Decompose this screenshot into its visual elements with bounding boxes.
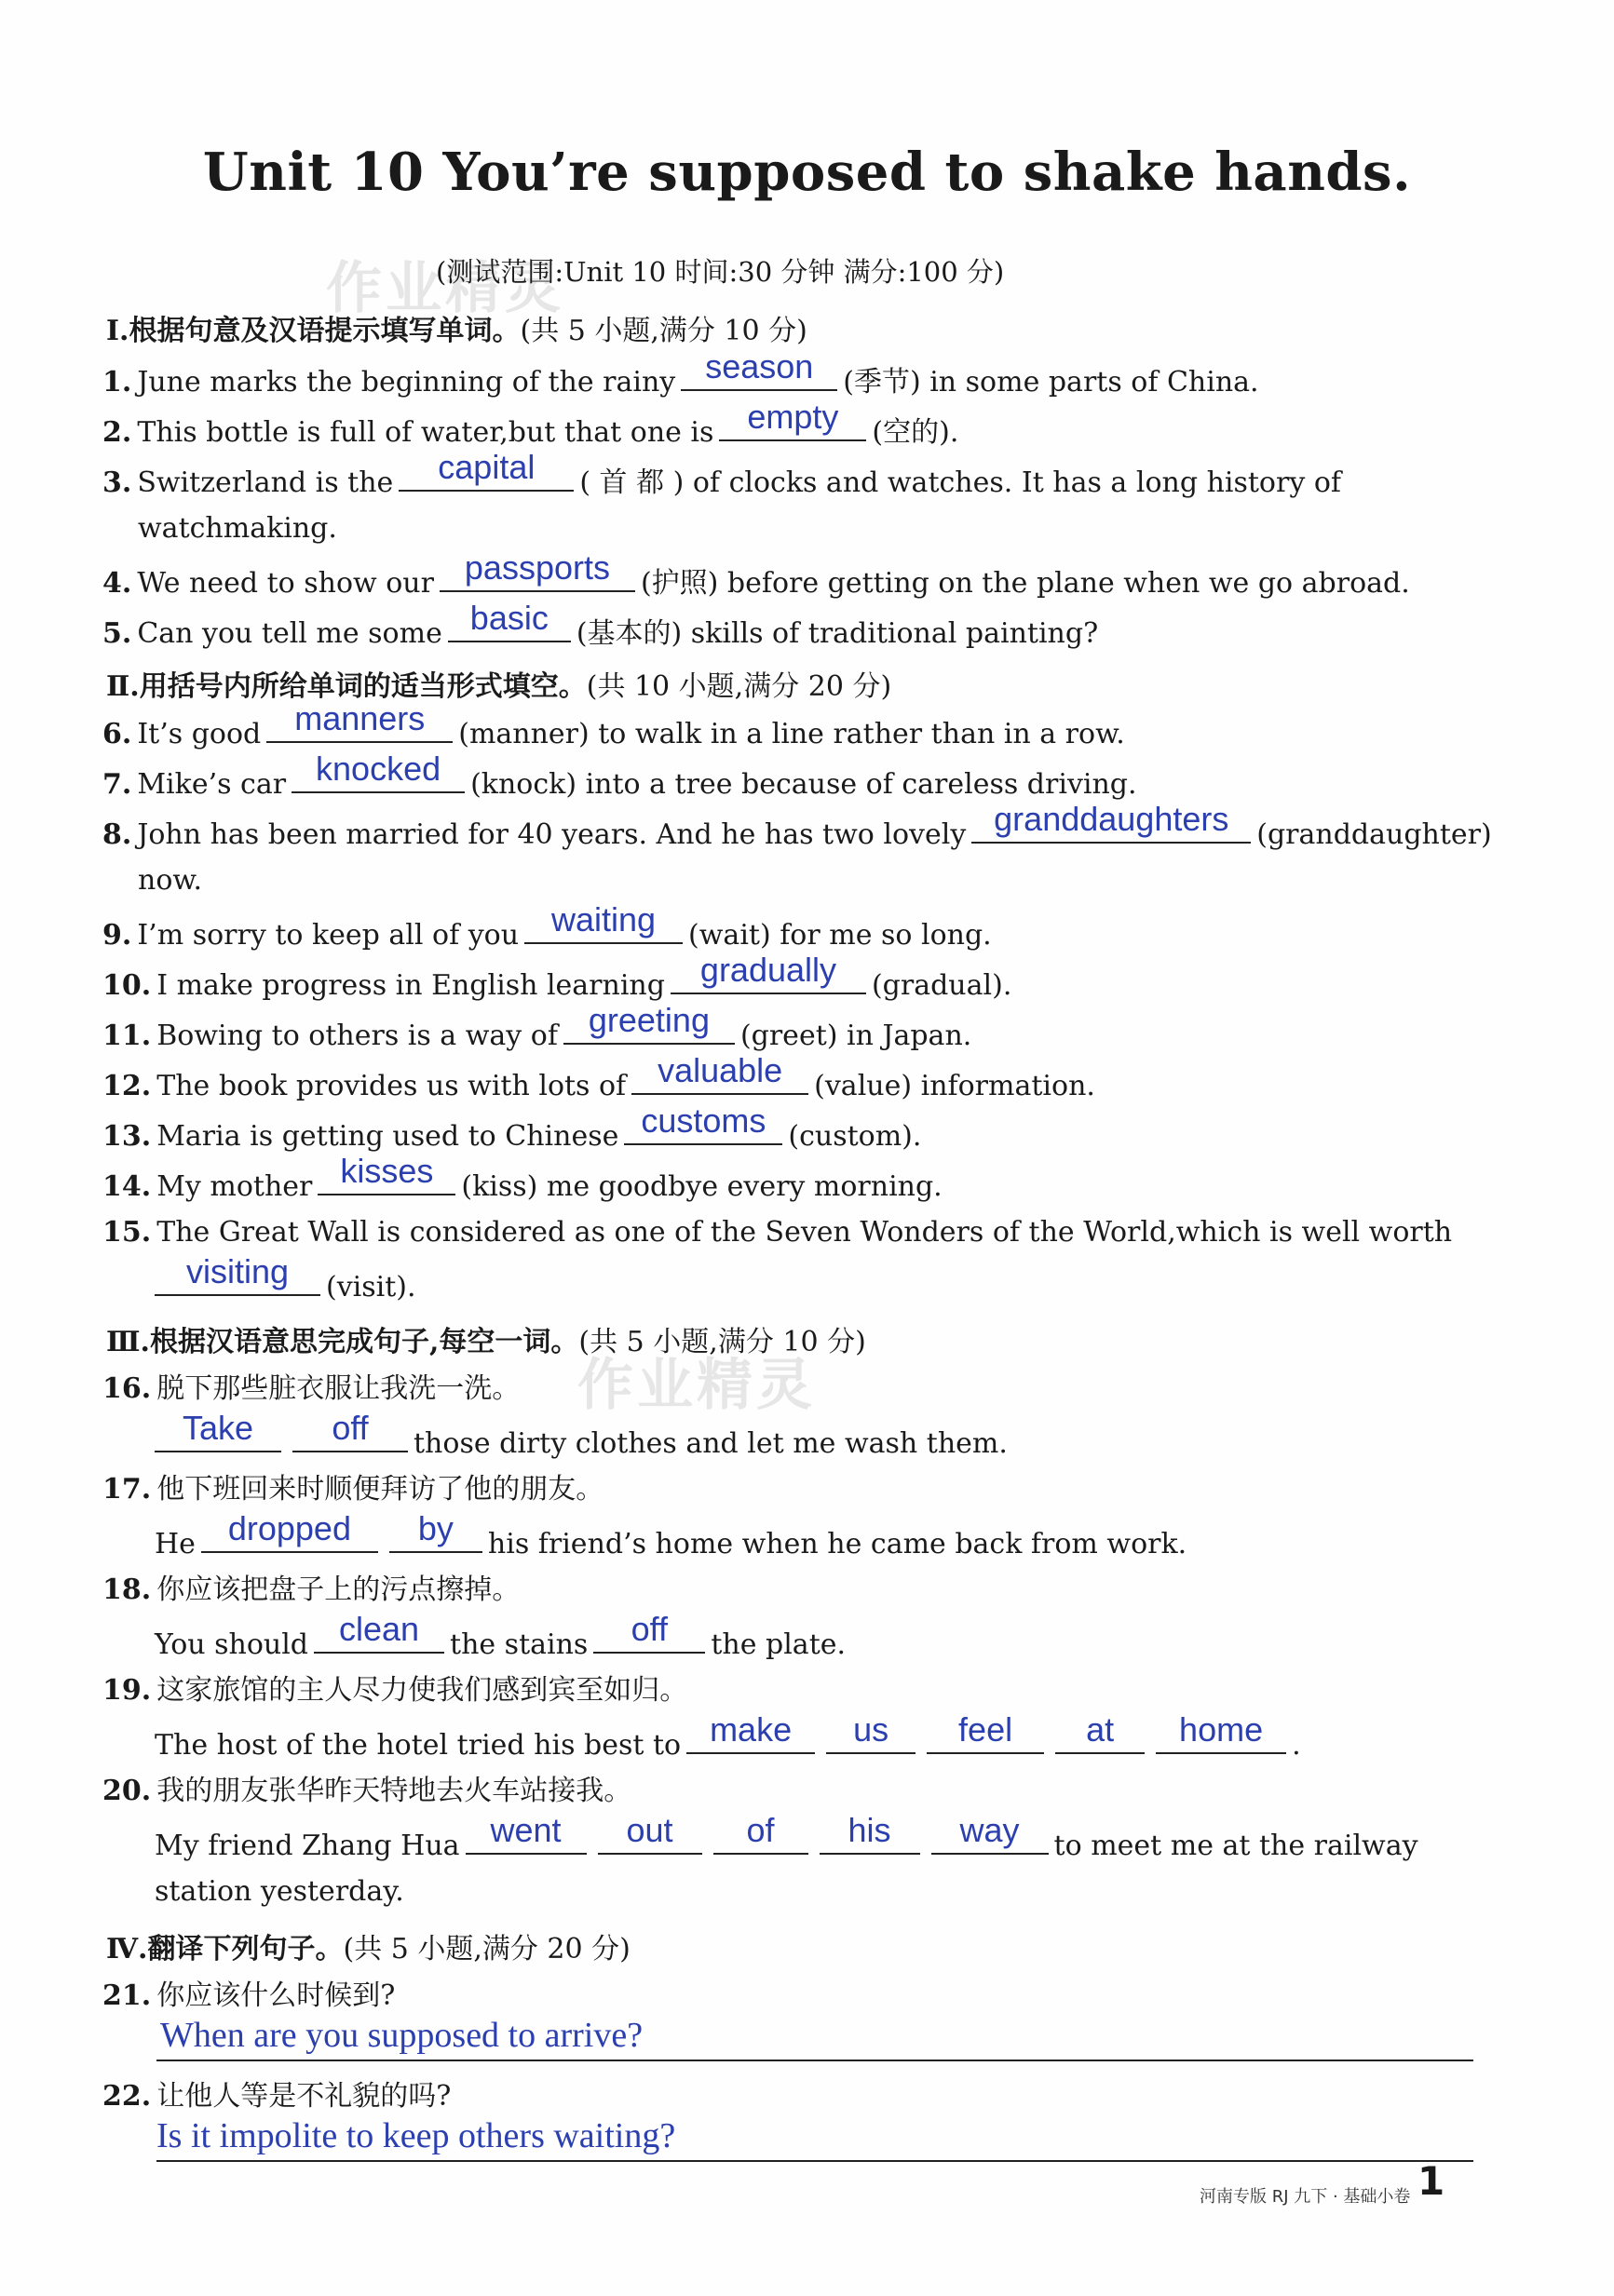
- question-number: 1.: [102, 366, 132, 398]
- question-text: (visit).: [326, 1271, 416, 1303]
- answer-blank[interactable]: [563, 1001, 735, 1045]
- question-sentence: [155, 1509, 1187, 1563]
- question-8: [102, 800, 1492, 854]
- question-text: I’m sorry to keep all of you: [137, 919, 520, 952]
- answer: feel: [958, 1710, 1013, 1749]
- question-text: to meet me at the railway: [1053, 1830, 1418, 1862]
- section-heading: [106, 663, 891, 704]
- question-text: Maria is getting used to Chinese: [156, 1120, 619, 1153]
- question-text: The Great Wall is considered as one of the Seven Wonders of the World,which is well worth: [156, 1216, 1453, 1249]
- answer: Take: [182, 1409, 254, 1447]
- answer-blank[interactable]: [593, 1610, 705, 1654]
- answer-blank[interactable]: [389, 1509, 482, 1553]
- question-text: My friend Zhang Hua: [155, 1830, 460, 1862]
- question-22: [102, 2078, 451, 2115]
- answer-blank[interactable]: [448, 599, 571, 642]
- question-number: 4.: [102, 567, 132, 600]
- question-text: his friend’s home when he came back from work.: [487, 1528, 1187, 1560]
- question-text: He: [155, 1528, 196, 1560]
- question-15: [102, 1214, 1452, 1251]
- section-note: (共 5 小题,满分 10 分): [578, 1326, 866, 1358]
- question-prompt: 我的朋友张华昨天特地去火车站接我。: [156, 1775, 632, 1807]
- question-prompt: 他下班回来时顺便拜访了他的朋友。: [156, 1473, 604, 1506]
- question-4: [102, 548, 1410, 602]
- answer: way: [959, 1811, 1020, 1849]
- translation-answer: When are you supposed to arrive?: [160, 2016, 644, 2055]
- question-text: Switzerland is the: [137, 466, 394, 499]
- answer-blank[interactable]: [1055, 1710, 1145, 1754]
- question-continuation: watchmaking.: [138, 512, 337, 545]
- question-9: [102, 900, 992, 954]
- answer-blank[interactable]: [155, 1409, 281, 1452]
- question-text: (knock) into a tree because of careless driving.: [470, 768, 1137, 801]
- question-prompt: 你应该把盘子上的污点擦掉。: [156, 1573, 521, 1606]
- question-number: 7.: [102, 768, 132, 801]
- question-7: [102, 750, 1137, 804]
- question-text: The host of the hotel tried his best to: [155, 1729, 682, 1762]
- section-note: (共 5 小题,满分 20 分): [343, 1933, 631, 1965]
- answer: kisses: [340, 1152, 434, 1190]
- question-number: 21.: [102, 1979, 152, 2012]
- question-text: (空的).: [872, 416, 959, 449]
- answer-blank[interactable]: [719, 398, 866, 441]
- question-number: 6.: [102, 718, 132, 750]
- question-text: (value) information.: [814, 1070, 1095, 1102]
- question-18: [102, 1572, 520, 1609]
- question-number: 17.: [102, 1473, 152, 1506]
- answer-blank[interactable]: [686, 1710, 815, 1754]
- question-number: 9.: [102, 919, 132, 952]
- answer: by: [417, 1509, 454, 1547]
- question-text: This bottle is full of water,but that one is: [137, 416, 714, 449]
- question-3: [102, 448, 1341, 502]
- answer-blank[interactable]: [671, 951, 866, 994]
- question-number: 16.: [102, 1372, 152, 1405]
- question-sentence: [155, 1610, 847, 1664]
- answer: waiting: [551, 900, 657, 939]
- answer: valuable: [658, 1051, 783, 1089]
- section-note: (共 10 小题,满分 20 分): [586, 670, 892, 703]
- answer: gradually: [699, 951, 837, 989]
- answer: basic: [469, 599, 549, 637]
- question-text: John has been married for 40 years. And he has two lovely: [137, 818, 967, 851]
- question-text: ( 首 都 ) of clocks and watches. It has a long history of: [579, 466, 1341, 499]
- question-continuation: now.: [138, 864, 203, 897]
- section-label: Ⅲ.根据汉语意思完成句子,每空一词。: [106, 1326, 579, 1358]
- question-number: 20.: [102, 1775, 152, 1807]
- answer-blank[interactable]: [826, 1710, 916, 1754]
- question-text: Bowing to others is a way of: [156, 1020, 558, 1052]
- question-number: 15.: [102, 1216, 152, 1249]
- question-text: the plate.: [711, 1628, 847, 1661]
- answer-blank[interactable]: [155, 1252, 320, 1296]
- question-number: 18.: [102, 1573, 152, 1606]
- answer: season: [705, 347, 814, 385]
- section-heading: [106, 1318, 866, 1359]
- answer: make: [710, 1710, 793, 1749]
- answer: capital: [438, 448, 536, 486]
- question-sentence: [149, 1409, 1008, 1463]
- translation-answer: Is it impolite to keep others waiting?: [156, 2116, 676, 2155]
- question-5: [102, 599, 1099, 653]
- answer-blank[interactable]: [266, 699, 453, 743]
- section-note: (共 5 小题,满分 10 分): [520, 315, 807, 347]
- question-1: [102, 347, 1259, 401]
- question-17: [102, 1471, 604, 1508]
- question-number: 13.: [102, 1120, 152, 1153]
- question-19: [102, 1672, 687, 1709]
- question-number: 8.: [102, 818, 132, 851]
- question-continuation: [149, 1252, 416, 1306]
- question-text: We need to show our: [137, 567, 434, 600]
- answer-blank[interactable]: [399, 448, 574, 492]
- question-text: The book provides us with lots of: [156, 1070, 627, 1102]
- question-number: 5.: [102, 617, 132, 650]
- answer-blank[interactable]: [292, 1409, 408, 1452]
- question-number: 11.: [102, 1020, 152, 1052]
- answer: greeting: [588, 1001, 710, 1039]
- question-text: (manner) to walk in a line rather than in a row.: [458, 718, 1125, 750]
- question-20: [102, 1773, 631, 1810]
- footer-label: 河南专版 RJ 九下 · 基础小卷: [1200, 2187, 1411, 2207]
- page-title: Unit 10 You’re supposed to shake hands.: [202, 142, 1412, 203]
- question-text: (gradual).: [871, 969, 1012, 1002]
- answer: at: [1086, 1710, 1115, 1749]
- question-21: [102, 1978, 395, 2015]
- answer: customs: [641, 1101, 766, 1140]
- answer-blank[interactable]: [624, 1101, 782, 1145]
- watermark: 作业精灵: [577, 1353, 816, 1418]
- section-label: Ⅳ.翻译下列句子。: [106, 1933, 344, 1965]
- answer-blank[interactable]: [524, 900, 683, 944]
- question-number: 14.: [102, 1170, 152, 1203]
- question-sentence: [155, 1710, 1301, 1764]
- section-heading: [106, 307, 807, 348]
- page-number: 1: [1417, 2158, 1445, 2204]
- question-text: (granddaughter): [1256, 818, 1492, 851]
- question-text: My mother: [156, 1170, 313, 1203]
- watermark: 作业精灵: [326, 256, 564, 321]
- section-heading: [106, 1925, 631, 1966]
- question-text: Mike’s car: [137, 768, 287, 801]
- answer: off: [631, 1610, 669, 1648]
- question-number: 3.: [102, 466, 132, 499]
- question-text: (wait) for me so long.: [688, 919, 992, 952]
- section-label: Ⅱ.用括号内所给单词的适当形式填空。: [106, 670, 587, 703]
- answer-blank[interactable]: [440, 548, 635, 592]
- question-prompt: 这家旅馆的主人尽力使我们感到宾至如归。: [156, 1674, 688, 1707]
- question-prompt: 脱下那些脏衣服让我洗一洗。: [156, 1372, 521, 1405]
- answer: his: [848, 1811, 891, 1849]
- question-6: [102, 699, 1125, 753]
- answer-blank[interactable]: [713, 1811, 808, 1855]
- answer: empty: [747, 398, 839, 436]
- section-label: Ⅰ.根据句意及汉语提示填写单词。: [106, 315, 521, 347]
- question-13: [102, 1101, 922, 1155]
- answer-blank[interactable]: [971, 800, 1251, 844]
- test-info: (测试范围:Unit 10 时间:30 分钟 满分:100 分): [436, 256, 1005, 288]
- question-text: June marks the beginning of the rainy: [137, 366, 676, 398]
- answer-blank[interactable]: [292, 750, 465, 793]
- question-prompt: 让他人等是不礼貌的吗?: [156, 2080, 452, 2113]
- question-number: 2.: [102, 416, 132, 449]
- answer-blank[interactable]: [1156, 1710, 1286, 1754]
- answer-blank[interactable]: [318, 1152, 455, 1195]
- question-text: those dirty clothes and let me wash them.: [414, 1427, 1008, 1460]
- question-text: (护照) before getting on the plane when we go abroad.: [640, 567, 1410, 600]
- question-number: 19.: [102, 1674, 152, 1707]
- question-text: It’s good: [137, 718, 262, 750]
- answer-blank[interactable]: [466, 1811, 587, 1855]
- question-text: I make progress in English learning: [156, 969, 665, 1002]
- question-text: (基本的) skills of traditional painting?: [576, 617, 1099, 650]
- question-number: 22.: [102, 2080, 152, 2113]
- answer: dropped: [227, 1509, 351, 1547]
- answer: clean: [338, 1610, 420, 1648]
- question-text: (custom).: [788, 1120, 922, 1153]
- question-continuation: station yesterday.: [155, 1875, 404, 1908]
- question-text: the stains: [450, 1628, 589, 1661]
- question-text: .: [1292, 1729, 1301, 1762]
- answer-blank[interactable]: [201, 1509, 378, 1553]
- question-sentence: [155, 1811, 1418, 1865]
- answer-rule[interactable]: [156, 2060, 1473, 2061]
- question-2: [102, 398, 959, 452]
- answer: granddaughters: [994, 800, 1229, 838]
- answer: us: [853, 1710, 889, 1749]
- answer: off: [332, 1409, 369, 1447]
- question-text: (greet) in Japan.: [739, 1020, 972, 1052]
- answer-blank[interactable]: [314, 1610, 444, 1654]
- question-number: 12.: [102, 1070, 152, 1102]
- question-text: (季节) in some parts of China.: [843, 366, 1259, 398]
- answer-blank[interactable]: [681, 347, 837, 391]
- answer: knocked: [316, 750, 441, 788]
- answer: out: [626, 1811, 673, 1849]
- answer: visiting: [185, 1252, 290, 1290]
- question-11: [102, 1001, 972, 1055]
- question-12: [102, 1051, 1095, 1105]
- question-text: You should: [155, 1628, 309, 1661]
- question-16: [102, 1371, 520, 1408]
- answer-blank[interactable]: [631, 1051, 808, 1095]
- answer-blank[interactable]: [598, 1811, 702, 1855]
- question-text: Can you tell me some: [137, 617, 442, 650]
- answer: home: [1179, 1710, 1264, 1749]
- answer: went: [490, 1811, 562, 1849]
- answer-rule[interactable]: [156, 2160, 1473, 2162]
- answer-blank[interactable]: [927, 1710, 1044, 1754]
- answer-blank[interactable]: [931, 1811, 1049, 1855]
- question-prompt: 你应该什么时候到?: [156, 1979, 396, 2012]
- question-14: [102, 1152, 943, 1206]
- question-number: 10.: [102, 969, 152, 1002]
- answer: of: [746, 1811, 775, 1849]
- question-text: (kiss) me goodbye every morning.: [461, 1170, 943, 1203]
- question-10: [102, 951, 1012, 1005]
- answer-blank[interactable]: [820, 1811, 920, 1855]
- answer: manners: [294, 699, 426, 737]
- answer: passports: [464, 548, 610, 587]
